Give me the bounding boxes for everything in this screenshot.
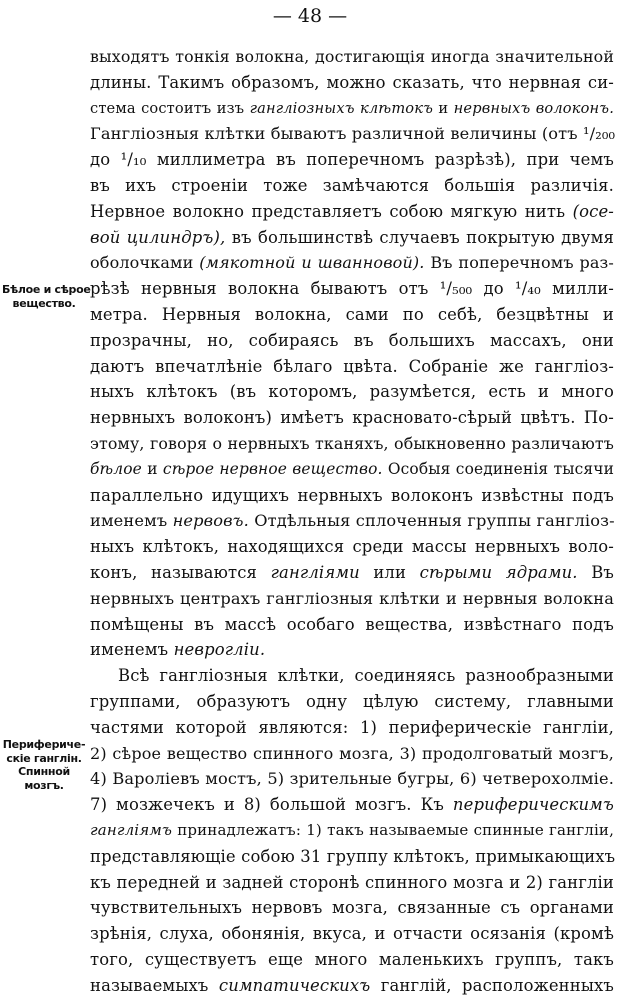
margin-note-white-grey-matter <box>2 283 91 310</box>
text-line <box>90 457 614 483</box>
text-line <box>90 96 614 122</box>
text-segment: метра. Нервныя волокна, сами по себѣ, безцвѣтны и <box>90 304 614 324</box>
italic-term: периферическимъ <box>452 795 614 815</box>
text-segment: зрѣнія, слуха, обонянія, вкуса, и отчасти осязанія (кромѣ <box>90 924 614 944</box>
text-line <box>90 199 614 225</box>
italic-term: невроглiи. <box>173 640 266 660</box>
text-segment: выходятъ тонкія волокна, достигающія иногда значительной <box>90 47 614 66</box>
italic-term: гангліямъ <box>90 820 173 839</box>
text-segment: прозрачны, но, собираясь въ большихъ массахъ, они <box>90 330 614 350</box>
text-line <box>90 379 614 405</box>
italic-term: бѣлое <box>90 459 142 478</box>
text-segment: Нервное волокно представляетъ собою мягкую нить <box>90 201 573 221</box>
text-segment: Всѣ гангліозныя клѣтки, соединяясь разнообразными <box>118 666 614 686</box>
italic-term: ганглiозныхъ клѣтокъ <box>249 99 433 117</box>
text-segment: называемыхъ <box>90 975 219 995</box>
text-segment: конъ, называются <box>90 562 271 582</box>
text-segment: до ¹/₁₀ миллиметра въ поперечномъ разрѣзѣ), при чемъ <box>90 150 614 170</box>
text-line <box>90 225 614 251</box>
text-line <box>90 715 614 741</box>
text-segment: принадлежатъ: 1) такъ называемые спинные ганглiи, <box>172 820 614 839</box>
text-line <box>90 973 614 998</box>
text-segment: нервныхъ центрахъ гангліозныя клѣтки и нервныя волокна <box>90 588 614 608</box>
page-number: — 48 — <box>272 5 348 27</box>
text-line <box>90 250 614 276</box>
italic-term: гангліями <box>270 562 360 582</box>
text-line <box>90 766 614 792</box>
text-line <box>90 586 614 612</box>
margin-note-line: Спинной <box>18 765 70 778</box>
text-line <box>90 121 614 147</box>
text-segment: стема состоитъ изъ <box>90 99 250 117</box>
text-line <box>90 818 614 844</box>
text-line <box>90 276 614 302</box>
margin-note-line: Перифериче- <box>2 738 86 751</box>
text-segment: частями которой являются: 1) периферическіе ганглiи, <box>90 717 614 737</box>
text-segment: ныхъ клѣтокъ (въ которомъ, разумѣется, есть и много <box>90 382 614 402</box>
text-line <box>90 328 614 354</box>
text-line <box>90 637 614 663</box>
text-line <box>90 44 614 70</box>
text-segment: къ передней и задней сторонѣ спинного мозга и 2) ганглiи <box>90 872 614 892</box>
margin-note-line: скіе ганглін. <box>6 751 82 765</box>
text-line <box>90 612 614 638</box>
text-segment: въ большинствѣ случаевъ покрытую двумя <box>225 227 614 247</box>
text-segment: группами, образуютъ одну цѣлую систему, главными <box>90 691 614 711</box>
text-segment: того, существуетъ еще много маленькихъ группъ, такъ <box>90 949 614 969</box>
text-segment: длины. Такимъ образомъ, можно сказать, что нервная си- <box>90 72 614 92</box>
margin-note-line: Бѣлое и сѣрое <box>2 283 91 296</box>
text-segment: и <box>141 459 163 478</box>
text-line <box>90 302 614 328</box>
text-segment: параллельно идущихъ нервныхъ волоконъ извѣстны подъ <box>90 485 614 505</box>
text-segment: Отдѣльныя сплоченныя группы гангліоз- <box>248 511 615 531</box>
text-segment: 2) сѣрое вещество спинного мозга, 3) продолговатый мозгъ, <box>90 743 614 763</box>
margin-note-line: мозгъ. <box>24 778 64 792</box>
text-line <box>90 895 614 921</box>
text-line <box>90 483 614 509</box>
italic-term: нервовъ. <box>172 511 249 531</box>
text-line <box>90 508 614 534</box>
text-segment: чувствительныхъ нервовъ мозга, связанные съ органами <box>90 898 614 918</box>
text-line <box>90 947 614 973</box>
text-segment: именемъ <box>90 511 173 531</box>
text-line <box>90 741 614 767</box>
italic-term: (осе- <box>572 201 614 221</box>
text-line <box>90 405 614 431</box>
text-line <box>90 147 614 173</box>
text-segment: и <box>432 99 454 117</box>
text-segment: нервныхъ волоконъ) имѣетъ красновато-сѣрый цвѣтъ. По- <box>90 408 614 428</box>
text-segment: ганглій, расположенныхъ <box>370 975 614 995</box>
margin-note-peripheral-ganglia <box>2 738 86 792</box>
text-line <box>90 663 614 689</box>
text-segment: этому, говоря о нервныхъ тканяхъ, обыкновенно различаютъ <box>90 433 614 453</box>
text-segment: Особыя соединенія тысячи <box>382 459 615 478</box>
text-segment: оболочками <box>90 253 200 273</box>
body-text <box>90 44 614 998</box>
italic-term: симпатическихъ <box>218 975 371 995</box>
text-line <box>90 534 614 560</box>
margin-note-line: вещество. <box>12 296 76 310</box>
text-line <box>90 70 614 96</box>
text-line <box>90 689 614 715</box>
text-segment: ныхъ клѣтокъ, находящихся среди массы нервныхъ воло- <box>90 537 614 557</box>
text-segment: Ганглiозныя клѣтки бываютъ различной величины (отъ ¹/₂₀₀ <box>90 124 616 144</box>
text-segment: даютъ впечатлѣніе бѣлаго цвѣта. Собраніе же гангліоз- <box>90 356 614 376</box>
text-segment: Въ <box>577 562 614 582</box>
text-segment: именемъ <box>90 640 174 660</box>
text-segment: въ ихъ строеніи тоже замѣчаются большія различія. <box>90 175 614 195</box>
text-line <box>90 844 614 870</box>
text-line <box>90 921 614 947</box>
text-segment: помѣщены въ массѣ особаго вещества, извѣстнаго подъ <box>90 614 614 634</box>
text-segment: рѣзѣ нервныя волокна бываютъ отъ ¹/₅₀₀ до ¹/₄₀ милли- <box>90 279 614 299</box>
text-line <box>90 173 614 199</box>
italic-term: сѣрыми ядрами. <box>419 562 578 582</box>
italic-term: (мякотной и шванновой). <box>199 253 425 273</box>
text-line <box>90 431 614 457</box>
text-segment: Въ поперечномъ раз- <box>424 253 614 273</box>
italic-term: вой цилиндръ), <box>90 227 226 247</box>
text-line <box>90 870 614 896</box>
text-line <box>90 792 614 818</box>
italic-term: сѣрое нервное вещество. <box>162 459 383 478</box>
text-line <box>90 560 614 586</box>
italic-term: нервныхъ волоконъ. <box>453 99 614 117</box>
text-segment: 7) мозжечекъ и 8) большой мозгъ. Къ <box>90 795 453 815</box>
text-line <box>90 354 614 380</box>
text-segment: представляющіе собою 31 группу клѣтокъ, примыкающихъ <box>90 846 616 866</box>
text-segment: 4) Варолiевъ мостъ, 5) зрительные бугры, 6) четверохолміе. <box>90 769 614 789</box>
text-segment: или <box>359 562 420 582</box>
